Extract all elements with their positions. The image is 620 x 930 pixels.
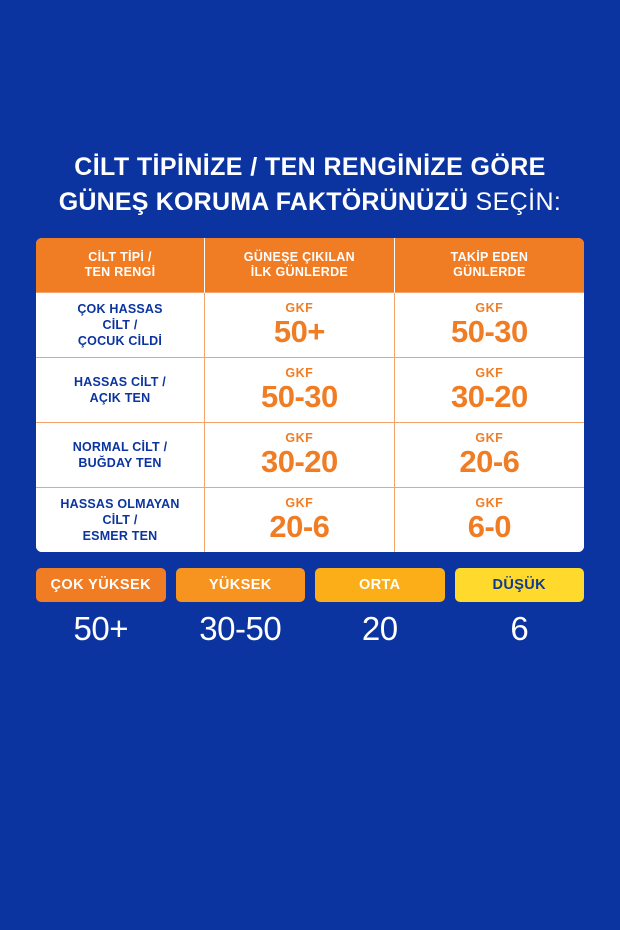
- cell-skin-type: [36, 488, 205, 553]
- skin-type-line: HASSAS CİLT /: [74, 375, 166, 389]
- cell-first-days: [205, 358, 395, 423]
- table-row: [36, 358, 584, 423]
- cell-following-days: [394, 423, 584, 488]
- cell-skin-type: [36, 423, 205, 488]
- gkf-value: 30-20: [260, 444, 338, 479]
- column-header-first-days-line2: İLK GÜNLERDE: [250, 265, 349, 279]
- gkf-value: 30-20: [450, 379, 528, 414]
- legend-item-very-high: [36, 568, 166, 648]
- column-header-skin-type-line2: TEN RENGİ: [84, 265, 156, 279]
- cell-skin-type: [36, 293, 205, 358]
- legend-value: 30-50: [199, 610, 282, 647]
- skin-type-line: CİLT /: [102, 513, 138, 527]
- gkf-label: GKF: [285, 496, 314, 510]
- gkf-value: 20-6: [269, 509, 330, 544]
- table-row: [36, 423, 584, 488]
- legend-chip-label: ÇOK YÜKSEK: [36, 568, 166, 602]
- cell-following-days: [394, 358, 584, 423]
- skin-type-line: ESMER TEN: [82, 529, 158, 543]
- spf-table: [36, 238, 584, 552]
- gkf-label: GKF: [475, 366, 504, 380]
- content-area: [0, 150, 620, 648]
- column-header-following-days-line1: TAKİP EDEN: [450, 250, 529, 264]
- skin-type-line: ÇOCUK CİLDİ: [77, 334, 163, 348]
- gkf-label: GKF: [475, 301, 504, 315]
- gkf-label: GKF: [285, 431, 314, 445]
- gkf-label: GKF: [285, 301, 314, 315]
- page-title-emphasis: GÜNEŞ KORUMA FAKTÖRÜNÜZÜ: [58, 188, 469, 216]
- gkf-value: 20-6: [459, 444, 520, 479]
- legend-value: 20: [361, 610, 398, 647]
- table-row: [36, 293, 584, 358]
- protection-legend: [36, 568, 584, 648]
- cell-first-days: [205, 293, 395, 358]
- table-row: [36, 488, 584, 553]
- legend-item-low: [455, 568, 585, 648]
- gkf-value: 50-30: [450, 314, 528, 349]
- cell-following-days: [394, 293, 584, 358]
- gkf-label: GKF: [475, 431, 504, 445]
- column-header-skin-type-line1: CİLT TİPİ /: [88, 250, 152, 264]
- page-title-suffix: SEÇİN:: [468, 188, 562, 216]
- skin-type-line: CİLT /: [102, 318, 138, 332]
- table-header-row: [36, 238, 584, 293]
- column-header-following-days: [394, 238, 584, 293]
- spf-table-card: [36, 238, 584, 552]
- skin-type-line: HASSAS OLMAYAN: [60, 497, 180, 511]
- skin-type-line: ÇOK HASSAS: [77, 302, 163, 316]
- legend-value: 50+: [73, 610, 128, 647]
- cell-first-days: [205, 488, 395, 553]
- legend-chip-label: DÜŞÜK: [455, 568, 585, 602]
- legend-item-medium: [315, 568, 445, 648]
- legend-value: 6: [510, 610, 529, 647]
- legend-chip-label: ORTA: [315, 568, 445, 602]
- page-title-line2: [0, 184, 620, 220]
- page-title-line1: CİLT TİPİNİZE / TEN RENGİNİZE GÖRE: [74, 153, 546, 181]
- column-header-skin-type: [36, 238, 205, 293]
- cell-following-days: [394, 488, 584, 553]
- column-header-following-days-line2: GÜNLERDE: [453, 265, 526, 279]
- page-title: [0, 150, 620, 220]
- cell-skin-type: [36, 358, 205, 423]
- legend-chip-label: YÜKSEK: [176, 568, 306, 602]
- skin-type-line: NORMAL CİLT /: [72, 440, 168, 454]
- skin-type-line: BUĞDAY TEN: [78, 456, 162, 470]
- cell-first-days: [205, 423, 395, 488]
- gkf-label: GKF: [475, 496, 504, 510]
- gkf-value: 6-0: [467, 509, 512, 544]
- legend-item-high: [176, 568, 306, 648]
- gkf-value: 50-30: [260, 379, 338, 414]
- skin-type-line: AÇIK TEN: [89, 391, 151, 405]
- gkf-value: 50+: [273, 314, 325, 349]
- column-header-first-days-line1: GÜNEŞE ÇIKILAN: [243, 250, 355, 264]
- column-header-first-days: [205, 238, 395, 293]
- gkf-label: GKF: [285, 366, 314, 380]
- spf-table-body: [36, 293, 584, 553]
- spf-table-head: [36, 238, 584, 293]
